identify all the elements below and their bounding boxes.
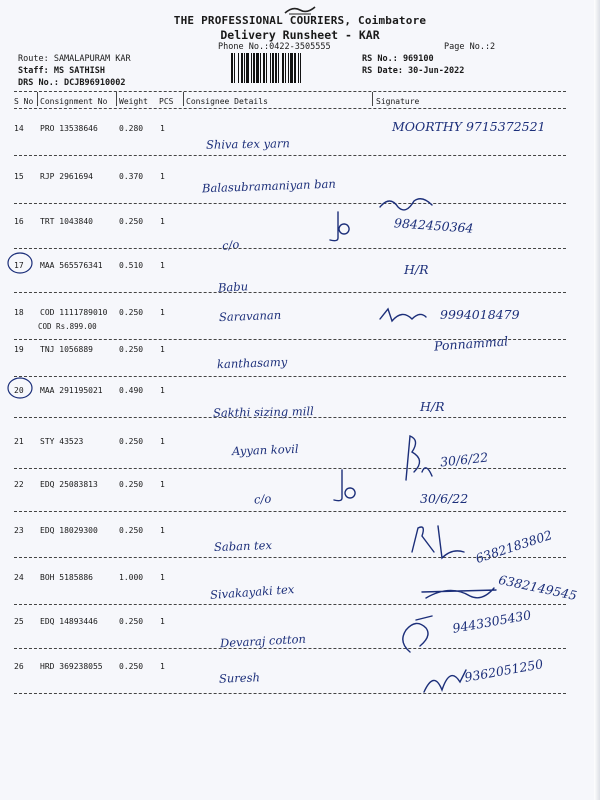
- consignee-handwriting: c/o: [221, 237, 240, 253]
- consignee-handwriting: c/o: [253, 491, 272, 507]
- column-header-consignment: Consignment No: [40, 97, 108, 106]
- column-header-weight: Weight: [119, 97, 148, 106]
- row-serial-number: 17: [14, 261, 24, 270]
- weight-value: 0.250: [119, 662, 144, 671]
- consignee-handwriting: Ayyan kovil: [231, 441, 299, 459]
- header-bottom-rule: [14, 108, 566, 109]
- column-divider: [37, 92, 38, 106]
- phone-number: Phone No.:0422-3505555: [218, 42, 331, 52]
- row-divider: [14, 292, 566, 293]
- weight-value: 0.370: [119, 172, 144, 181]
- consignee-handwriting: Balasubramaniyan ban: [201, 176, 336, 196]
- pieces-count: 1: [160, 573, 165, 582]
- signature-scribble: [376, 193, 436, 215]
- row-serial-number: 23: [14, 526, 24, 535]
- weight-value: 0.250: [119, 526, 144, 535]
- column-divider: [183, 92, 184, 106]
- rs-date: RS Date: 30-Jun-2022: [362, 66, 465, 76]
- consignee-handwriting: Sakthi sizing mill: [212, 404, 314, 420]
- signature-handwriting: 6382183802: [473, 527, 554, 566]
- row-serial-number: 16: [14, 217, 24, 226]
- consignment-number: EDQ 18029300: [40, 526, 98, 535]
- table-row: [0, 250, 600, 302]
- row-serial-number: 19: [14, 345, 24, 354]
- weight-value: 0.250: [119, 217, 144, 226]
- consignment-number: HRD 369238055: [40, 662, 103, 671]
- signature-handwriting: 9994018479: [440, 307, 520, 322]
- consignee-handwriting: Saban tex: [213, 537, 273, 555]
- row-divider: [14, 648, 566, 649]
- row-divider: [14, 248, 566, 249]
- consignee-handwriting: Sivakayaki tex: [209, 582, 295, 602]
- bracket-mark: [316, 468, 360, 504]
- weight-value: 0.250: [119, 480, 144, 489]
- row-divider: [14, 511, 566, 512]
- pieces-count: 1: [160, 172, 165, 181]
- staff-label: Staff: MS SATHISH: [18, 66, 105, 76]
- consignment-number: TNJ 1056889: [40, 345, 93, 354]
- pieces-count: 1: [160, 217, 165, 226]
- row-serial-number: 20: [14, 386, 24, 395]
- row-divider: [14, 557, 566, 558]
- weight-value: 1.000: [119, 573, 144, 582]
- signature-handwriting: MOORTHY 9715372521: [392, 119, 546, 134]
- table-row: [0, 375, 600, 427]
- signature-handwriting: 9362051250: [463, 656, 545, 685]
- signature-handwriting: 30/6/22: [439, 449, 489, 470]
- drs-number: DRS No.: DCJB96910002: [18, 78, 126, 88]
- pieces-count: 1: [160, 124, 165, 133]
- pieces-count: 1: [160, 480, 165, 489]
- row-divider: [14, 417, 566, 418]
- signature-handwriting: H/R: [404, 262, 429, 277]
- row-divider: [14, 604, 566, 605]
- column-header-consignee: Consignee Details: [186, 97, 268, 106]
- pieces-count: 1: [160, 437, 165, 446]
- signature-scribble: [420, 580, 500, 602]
- row-serial-number: 21: [14, 437, 24, 446]
- signature-handwriting: H/R: [420, 399, 445, 414]
- pen-circle-mark: [6, 251, 34, 275]
- column-header-signature: Signature: [376, 97, 420, 106]
- signature-handwriting: 30/6/22: [420, 491, 469, 506]
- signature-scribble: [396, 432, 436, 482]
- signature-scribble: [378, 305, 428, 325]
- table-row: [0, 515, 600, 567]
- consignment-number: EDQ 14893446: [40, 617, 98, 626]
- page-number: Page No.:2: [444, 42, 496, 52]
- column-divider: [116, 92, 117, 106]
- signature-handwriting: 9842450364: [393, 215, 474, 236]
- row-serial-number: 22: [14, 480, 24, 489]
- consignment-number: MAA 291195021: [40, 386, 103, 395]
- signature-handwriting: 9443305430: [451, 607, 533, 636]
- pieces-count: 1: [160, 386, 165, 395]
- consignment-number: PRO 13538646: [40, 124, 98, 133]
- header-top-rule: [14, 91, 566, 92]
- column-header-pcs: PCS: [159, 97, 174, 106]
- pieces-count: 1: [160, 617, 165, 626]
- pen-circle-mark: [6, 376, 34, 400]
- table-row: [0, 651, 600, 703]
- row-serial-number: 26: [14, 662, 24, 671]
- consignee-handwriting: kanthasamy: [216, 354, 288, 372]
- consignee-handwriting: Suresh: [218, 670, 261, 686]
- runsheet-subtitle: Delivery Runsheet - KAR: [220, 28, 380, 42]
- row-serial-number: 18: [14, 308, 24, 317]
- signature-handwriting: Ponnammal: [433, 333, 509, 354]
- consignee-handwriting: Saravanan: [218, 307, 282, 325]
- signature-handwriting: 6382149545: [497, 571, 579, 604]
- weight-value: 0.250: [119, 617, 144, 626]
- row-divider: [14, 203, 566, 204]
- row-serial-number: 24: [14, 573, 24, 582]
- rs-number: RS No.: 969100: [362, 54, 434, 64]
- consignee-handwriting: Devaraj cotton: [219, 631, 307, 651]
- row-serial-number: 25: [14, 617, 24, 626]
- table-row: [0, 469, 600, 521]
- consignee-handwriting: Shiva tex yarn: [205, 136, 290, 152]
- consignment-number: COD 1111789010: [40, 308, 108, 317]
- weight-value: 0.250: [119, 308, 144, 317]
- barcode: [231, 53, 357, 83]
- pieces-count: 1: [160, 345, 165, 354]
- consignment-number: BOH 5185886: [40, 573, 93, 582]
- column-divider: [372, 92, 373, 106]
- pieces-count: 1: [160, 261, 165, 270]
- pieces-count: 1: [160, 526, 165, 535]
- consignment-number: EDQ 25083813: [40, 480, 98, 489]
- weight-value: 0.250: [119, 437, 144, 446]
- signature-scribble: [408, 522, 468, 562]
- signature-scribble: [396, 612, 436, 656]
- consignment-number: STY 43523: [40, 437, 84, 446]
- row-divider: [14, 155, 566, 156]
- pieces-count: 1: [160, 308, 165, 317]
- pieces-count: 1: [160, 662, 165, 671]
- row-serial-number: 14: [14, 124, 24, 133]
- weight-value: 0.490: [119, 386, 144, 395]
- consignee-handwriting: Babu: [217, 279, 249, 295]
- row-divider: [14, 693, 566, 694]
- company-title: THE PROFESSIONAL COURIERS, Coimbatore: [173, 14, 427, 27]
- column-header-sno: S No: [14, 97, 34, 106]
- table-row: [0, 113, 600, 165]
- weight-value: 0.510: [119, 261, 144, 270]
- bracket-mark: [310, 210, 354, 244]
- signature-scribble: [420, 660, 470, 696]
- weight-value: 0.250: [119, 345, 144, 354]
- consignment-number: RJP 2961694: [40, 172, 93, 181]
- cod-amount: COD Rs.899.00: [38, 322, 97, 331]
- consignment-number: MAA 565576341: [40, 261, 103, 270]
- row-serial-number: 15: [14, 172, 24, 181]
- consignment-number: TRT 1043840: [40, 217, 93, 226]
- route-label: Route: SAMALAPURAM KAR: [18, 54, 131, 64]
- weight-value: 0.280: [119, 124, 144, 133]
